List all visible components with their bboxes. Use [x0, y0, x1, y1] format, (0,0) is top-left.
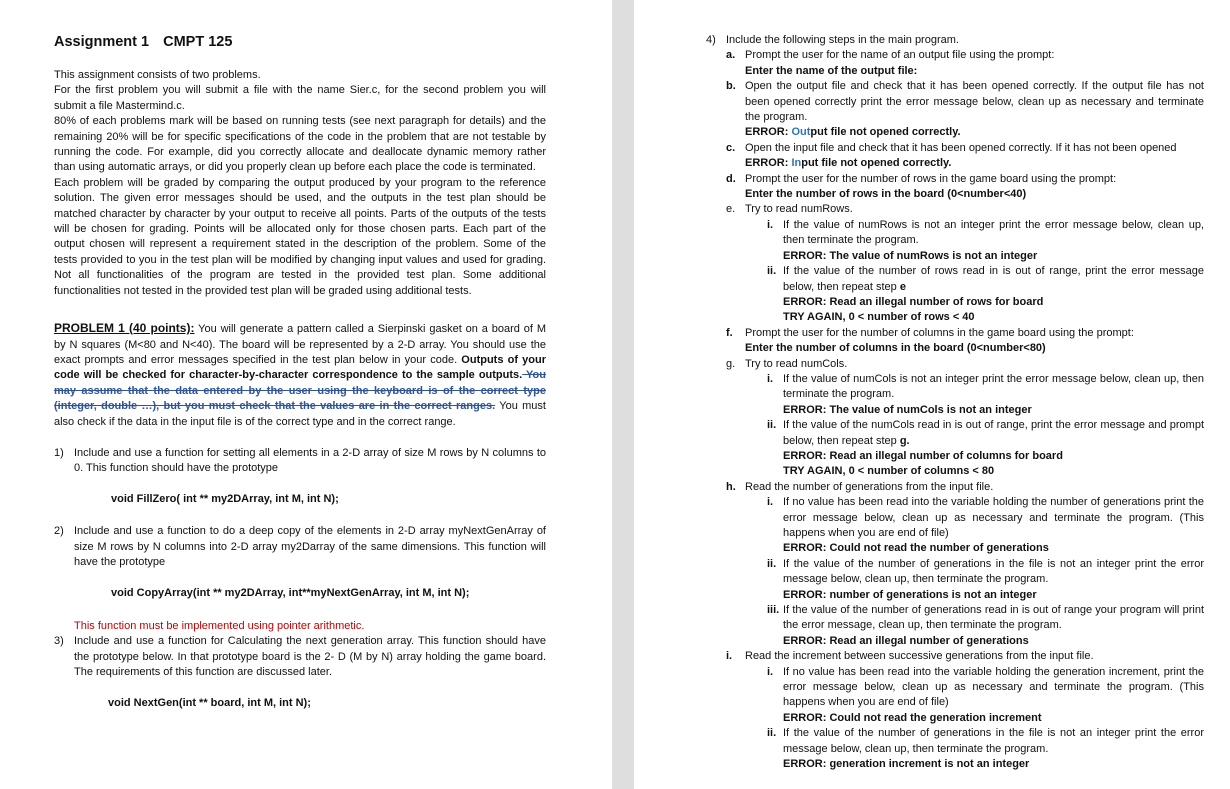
step-text: Read the increment between successive generations from the input file. [745, 650, 1094, 663]
substep-label [745, 726, 783, 757]
problem-1-text: You will generate a pattern called a Sierpinski gasket on a board of M by N squares (M<80 and N<40). The board will be represented by a 2-D array. You should use the exact prompts and error messages specified in the test plan below in your code. [54, 323, 546, 366]
step-label: g. [726, 357, 736, 370]
error-suffix: put file not opened correctly. [810, 126, 961, 139]
intro-paragraph: This assignment consists of two problems. [54, 69, 261, 81]
prototype-nextgen: void NextGen(int ** board, int M, int N); [108, 697, 311, 710]
error-output-file [706, 125, 1204, 140]
step-text: Read the number of generations from the input file. [745, 480, 994, 493]
substep-text: If the value of the number of generations in the file is not an integer print the error message below, clean up, then terminate the program. [783, 557, 1204, 586]
error-rows-try-again: TRY AGAIN, 0 < number of rows < 40 [783, 311, 975, 324]
item-text: Include and use a function to do a deep copy of the elements in 2-D array myNextGenArray of size M rows by N columns into 2-D array my2Darray of the same dimensions. This function will have the prototype [74, 525, 546, 568]
error-suffix: put file not opened correctly. [801, 157, 952, 170]
substep-label [745, 665, 783, 711]
substep-number: ii. [767, 265, 777, 278]
step-h-i [706, 495, 1204, 541]
assignment-label: Assignment 1 [54, 34, 150, 50]
problem-1-paragraph [54, 321, 546, 430]
error-generations-illegal: ERROR: Read an illegal number of generations [783, 634, 1029, 647]
substep-number: ii. [767, 419, 777, 432]
problem-1-bold-note: Outputs of your code will be checked for character-by-character correspondence to the sample outputs. [54, 353, 546, 382]
substep-label [745, 603, 783, 634]
document-page-right [634, 0, 1230, 789]
substep-number: ii. [767, 727, 777, 740]
document-page-left [0, 0, 612, 789]
substep-text: If the value of numCols is not an integer print the error message below, clean up, then terminate the program. [783, 372, 1204, 401]
substep-text-main: If the value of the numCols read in is out of range, print the error message and prompt below, then repeat step [783, 419, 1204, 447]
step-i-ii [706, 726, 1204, 757]
page-title [54, 34, 546, 50]
substep-number: ii. [767, 557, 777, 570]
step-text: Open the input file and check that it has been opened correctly. If it has not been opened [745, 141, 1177, 154]
problem-1-heading: PROBLEM 1 (40 points): [54, 321, 195, 336]
error-input-file [706, 156, 1204, 171]
substep-step-ref: e [899, 280, 906, 293]
item-number: 2) [54, 525, 64, 538]
step-label: a. [726, 49, 736, 62]
intro-paragraph: 80% of each problems mark will be based on running tests (see next paragraph for details) and the remaining 20% will be for specific specifications of the code in the problem that are not testable by running the code. For example, did you correctly allocate and deallocate dynamic memory rather than using automatic arrays, or did you properly clean up before each place the code is terminated. [54, 115, 546, 174]
step-label: d. [726, 172, 736, 185]
substep-text: If no value has been read into the variable holding the generation increment, print the error message below, clean up as necessary and terminate the program. (This happens when you are end of file) [783, 665, 1204, 709]
substep-text: If the value of numRows is not an integer print the error message below, clean up, then terminate the program. [783, 218, 1204, 247]
step-g [706, 357, 1204, 372]
error-cols-try-again: TRY AGAIN, 0 < number of columns < 80 [783, 465, 995, 478]
substep-label [745, 557, 783, 588]
substep-label [745, 218, 783, 249]
step-e [706, 202, 1204, 217]
item-number: 3) [54, 635, 64, 648]
step-label: c. [726, 141, 736, 154]
error-highlight: Out [791, 126, 811, 139]
error-prefix: ERROR: [745, 157, 792, 170]
page-gap [612, 0, 634, 789]
step-label: b. [726, 80, 736, 93]
substep-text [783, 264, 1204, 295]
step-e-i [706, 218, 1204, 249]
substep-label [745, 495, 783, 541]
step-text: Prompt the user for the number of columns in the game board using the prompt: [745, 326, 1134, 339]
substep-number: i. [767, 372, 774, 385]
step-text: Open the output file and check that it has been opened correctly. If the output file has not been opened correctly print the error message below, clean up as necessary and terminate the program. [745, 80, 1204, 124]
step-text: Try to read numRows. [745, 203, 853, 216]
intro-paragraph: For the first problem you will submit a file with the name Sier.c, for the second problem you will submit a file Mastermind.c. [54, 84, 546, 112]
substep-text [783, 418, 1204, 449]
requirement-item-1 [54, 446, 546, 477]
error-generations-not-integer: ERROR: number of generations is not an integer [783, 588, 1037, 601]
substep-step-ref: g. [899, 434, 910, 447]
substep-number: i. [767, 496, 774, 509]
step-label: i. [726, 650, 733, 663]
step-f [706, 326, 1204, 341]
prototype-copyarray: void CopyArray(int ** my2DArray, int**myNextGenArray, int M, int N); [111, 587, 470, 600]
substep-number: i. [767, 665, 774, 678]
error-cols-illegal: ERROR: Read an illegal number of columns for board [783, 449, 1063, 462]
error-prefix: ERROR: [745, 126, 792, 139]
substep-number: i. [767, 218, 774, 231]
step-h [706, 480, 1204, 495]
item-number: 4) [706, 34, 716, 46]
step-g-ii [706, 418, 1204, 449]
step-i-i [706, 665, 1204, 711]
substep-text-main: If the value of the number of rows read in is out of range, print the error message below, then repeat step [783, 265, 1204, 293]
item-text: Include the following steps in the main program. [726, 34, 959, 46]
error-increment-not-integer: ERROR: generation increment is not an integer [783, 758, 1030, 771]
step-h-iii [706, 603, 1204, 634]
problem-1-text-end: You must also check if the data in the input file is of the correct type and in the correct range. [54, 400, 546, 428]
step-d [706, 172, 1204, 187]
prototype-fillzero: void FillZero( int ** my2DArray, int M, int N); [111, 492, 339, 505]
error-rows-not-integer: ERROR: The value of numRows is not an integer [783, 249, 1038, 262]
substep-label [745, 418, 783, 449]
prompt-rows: Enter the number of rows in the board (0<number<40) [745, 188, 1027, 201]
step-i [706, 649, 1204, 664]
step-text: Prompt the user for the number of rows in the game board using the prompt: [745, 172, 1117, 185]
problem-1-struck-text: You may assume that the data entered by the user using the keyboard is of the correct type (integer, double …), but you must check that the values are in the correct ranges. [54, 369, 546, 413]
error-cols-not-integer: ERROR: The value of numCols is not an integer [783, 403, 1032, 416]
requirement-item-3 [54, 634, 546, 680]
step-g-i [706, 372, 1204, 403]
prompt-output-file: Enter the name of the output file: [745, 64, 918, 77]
step-c [706, 141, 1204, 156]
step-label: e. [726, 203, 736, 216]
item-text: Include and use a function for setting all elements in a 2-D array of size M rows by N columns to 0. This function should have the prototype [74, 446, 546, 475]
prompt-columns: Enter the number of columns in the board (0<number<80) [745, 342, 1046, 355]
item-text: Include and use a function for Calculating the next generation array. This function should have the prototype below. In that prototype board is the 2- D (M by N) array holding the game board. The requirements of this function are discussed later. [74, 635, 546, 678]
error-increment-missing: ERROR: Could not read the generation increment [783, 711, 1042, 724]
requirement-item-4 [706, 33, 1204, 48]
substep-text: If no value has been read into the variable holding the number of generations print the error message below, clean up as necessary and terminate the program. (This happens when you are end of file) [783, 496, 1204, 539]
substep-text: If the value of the number of generations read in is out of range your program will print the error message, clean up, then terminate the program. [783, 604, 1204, 632]
substep-text: If the value of the number of generations in the file is not an integer print the error message below, clean up, then terminate the program. [783, 727, 1204, 755]
step-b [706, 79, 1204, 125]
substep-number: iii. [767, 604, 780, 617]
step-label: f. [726, 326, 733, 339]
course-label: CMPT 125 [163, 34, 233, 50]
intro-paragraph: Each problem will be graded by comparing the output produced by your program to the reference solution. The given error messages should be used, and the outputs in the test plan should be matched character by character by your output to receive all points. Parts of the outputs of the tests will be chosen for grading. Points will be allocated only for those chosen parts. Each part of the output chosen will represent a requirement stated in the description of the problem. Some of the tests provided to you in the test plan will be modified by changing input values and used for grading. Not all functionalities of the program are tested in the provided test plan. Some additional functionalities not tested in the provided test plan will be graded using additional tests. [54, 176, 546, 297]
step-e-ii [706, 264, 1204, 295]
item-number: 1) [54, 446, 64, 459]
error-generations-missing: ERROR: Could not read the number of generations [783, 542, 1049, 555]
error-highlight: In [791, 157, 802, 170]
step-label: h. [726, 480, 736, 493]
requirement-item-2 [54, 524, 546, 570]
step-h-ii [706, 557, 1204, 588]
substep-label [745, 372, 783, 403]
step-a [706, 48, 1204, 63]
step-text: Prompt the user for the name of an output file using the prompt: [745, 49, 1055, 62]
error-rows-illegal: ERROR: Read an illegal number of rows for board [783, 295, 1044, 308]
step-text: Try to read numCols. [745, 357, 848, 370]
pointer-arithmetic-note: This function must be implemented using pointer arithmetic. [74, 619, 365, 632]
substep-label [745, 264, 783, 295]
